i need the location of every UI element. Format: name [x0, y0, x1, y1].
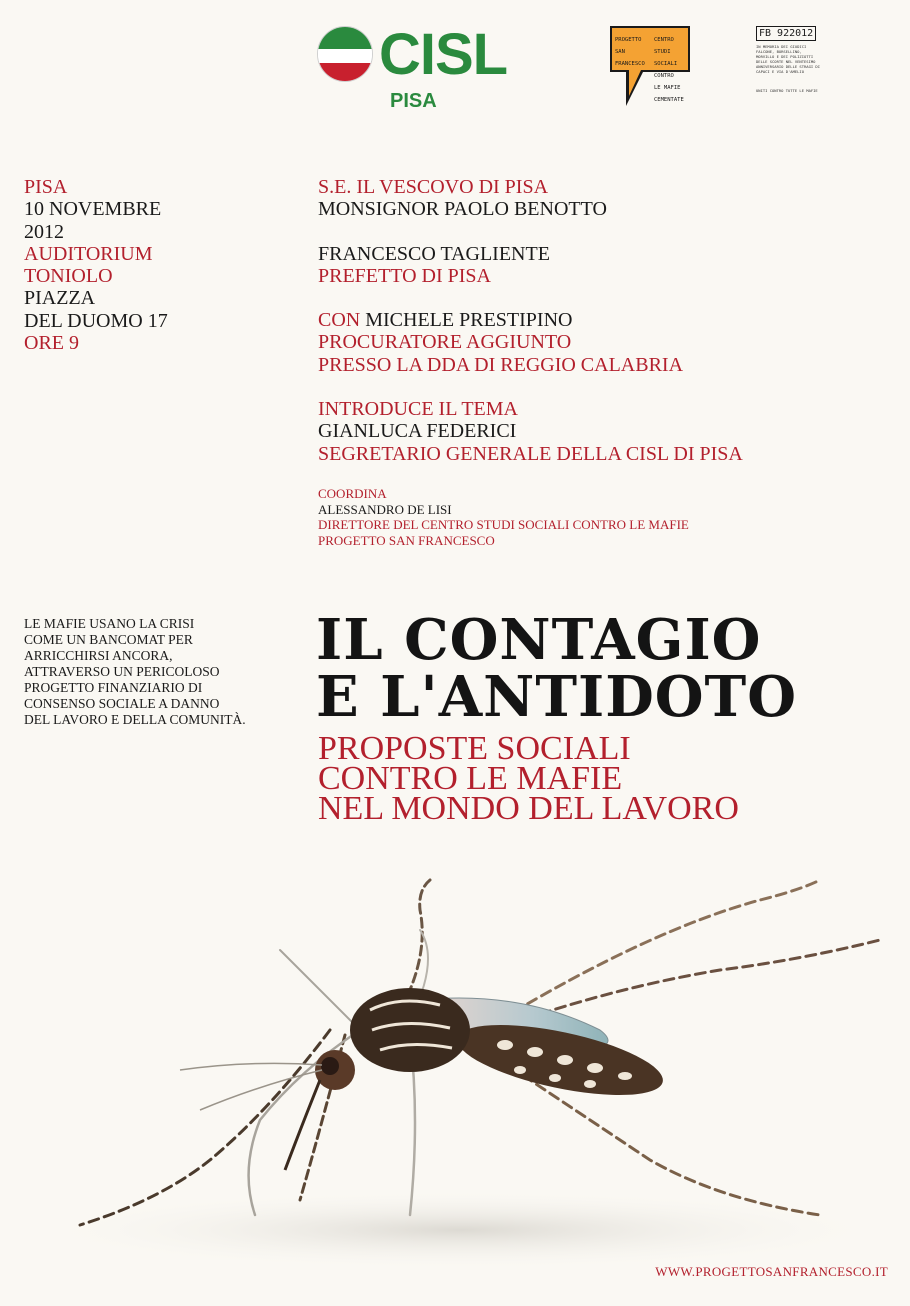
- main-title: [316, 607, 896, 730]
- fb-code: FB 922012: [756, 26, 816, 41]
- coordinator-role-line1: DIRETTORE DEL CENTRO STUDI SOCIALI CONTRO LE MAFIE: [318, 517, 689, 532]
- speaker4-intro: INTRODUCE IL TEMA: [318, 398, 518, 421]
- speaker3-prefix: CON: [318, 309, 361, 332]
- subtitle-line3: NEL MONDO DEL LAVORO: [318, 790, 739, 827]
- speaker3-role-line2: PRESSO LA DDA DI REGGIO CALABRIA: [318, 353, 684, 376]
- cisl-emblem-icon: [317, 26, 373, 82]
- cisl-logo-city: PISA: [390, 90, 437, 112]
- event-info: [24, 176, 224, 354]
- psf-logo-left-text: PROGETTO SAN FRANCESCO: [615, 37, 645, 67]
- speakers-list: [318, 176, 898, 465]
- event-venue-line2: TONIOLO: [24, 265, 113, 288]
- coordinator: [318, 486, 878, 548]
- event-address-line1: PIAZZA: [24, 287, 96, 310]
- speaker1-name: MONSIGNOR PAOLO BENOTTO: [318, 198, 607, 221]
- event-time: ORE 9: [24, 332, 79, 355]
- speaker4-role: SEGRETARIO GENERALE DELLA CISL DI PISA: [318, 442, 743, 465]
- speaker2-name: FRANCESCO TAGLIENTE: [318, 242, 550, 265]
- intro-paragraph: LE MAFIE USANO LA CRISI COME UN BANCOMAT PER ARRICCHIRSI ANCORA, ATTRAVERSO UN PERICOLOSO PROGETTO FINANZIARIO DI CONSENSO SOCIALE A DANNO DEL LAVORO E DELLA COMUNITÀ.: [24, 616, 246, 727]
- main-title-line2: E L'ANTIDOTO: [316, 664, 797, 730]
- speaker1-role: S.E. IL VESCOVO DI PISA: [318, 176, 549, 198]
- event-year: 2012: [24, 220, 64, 243]
- event-address-line2: DEL DUOMO 17: [24, 309, 168, 332]
- coordinator-role-line2: PROGETTO SAN FRANCESCO: [318, 532, 495, 548]
- fb-memorial-tag: [756, 26, 826, 96]
- cisl-logo-name: CISL: [379, 22, 508, 87]
- coordinator-name: ALESSANDRO DE LISI: [318, 501, 452, 517]
- website-link[interactable]: WWW.PROGETTOSANFRANCESCO.IT: [655, 1264, 888, 1279]
- subtitle: [318, 730, 898, 827]
- event-venue-line1: AUDITORIUM: [24, 242, 153, 265]
- cisl-logo: [317, 22, 527, 116]
- subtitle-line2: CONTRO LE MAFIE: [318, 760, 623, 797]
- mosquito-illustration: [0, 870, 910, 1270]
- main-title-line1: IL CONTAGIO: [316, 607, 762, 673]
- event-city: PISA: [24, 176, 68, 198]
- speaker2-role: PREFETTO DI PISA: [318, 264, 491, 287]
- psf-speech-bubble-icon: [610, 26, 690, 103]
- speaker3-role-line1: PROCURATORE AGGIUNTO: [318, 331, 572, 354]
- speaker4-name: GIANLUCA FEDERICI: [318, 420, 517, 443]
- speaker3-name: MICHELE PRESTIPINO: [365, 309, 573, 332]
- psf-logo-right-text: CENTRO STUDI SOCIALI CONTRO LE MAFIE CEMENTATE: [654, 37, 684, 103]
- progetto-san-francesco-logo: [610, 26, 694, 108]
- fb-slogan: UNITI CONTRO TUTTE LE MAFIE: [756, 88, 818, 93]
- coordinator-label: COORDINA: [318, 486, 387, 501]
- subtitle-line1: PROPOSTE SOCIALI: [318, 730, 631, 767]
- event-date: 10 NOVEMBRE: [24, 198, 162, 221]
- speaker3-line: [318, 309, 898, 331]
- fb-memorial-text: IN MEMORIA DEI GIUDICI FALCONE, BORSELLINO, MORVILLO E DEI POLIZIOTTI DELLE SCORTE NEL VENTESIMO ANNIVERSARIO DELLE STRAGI DI CAPACI E VIA D'AMELIO: [756, 44, 821, 74]
